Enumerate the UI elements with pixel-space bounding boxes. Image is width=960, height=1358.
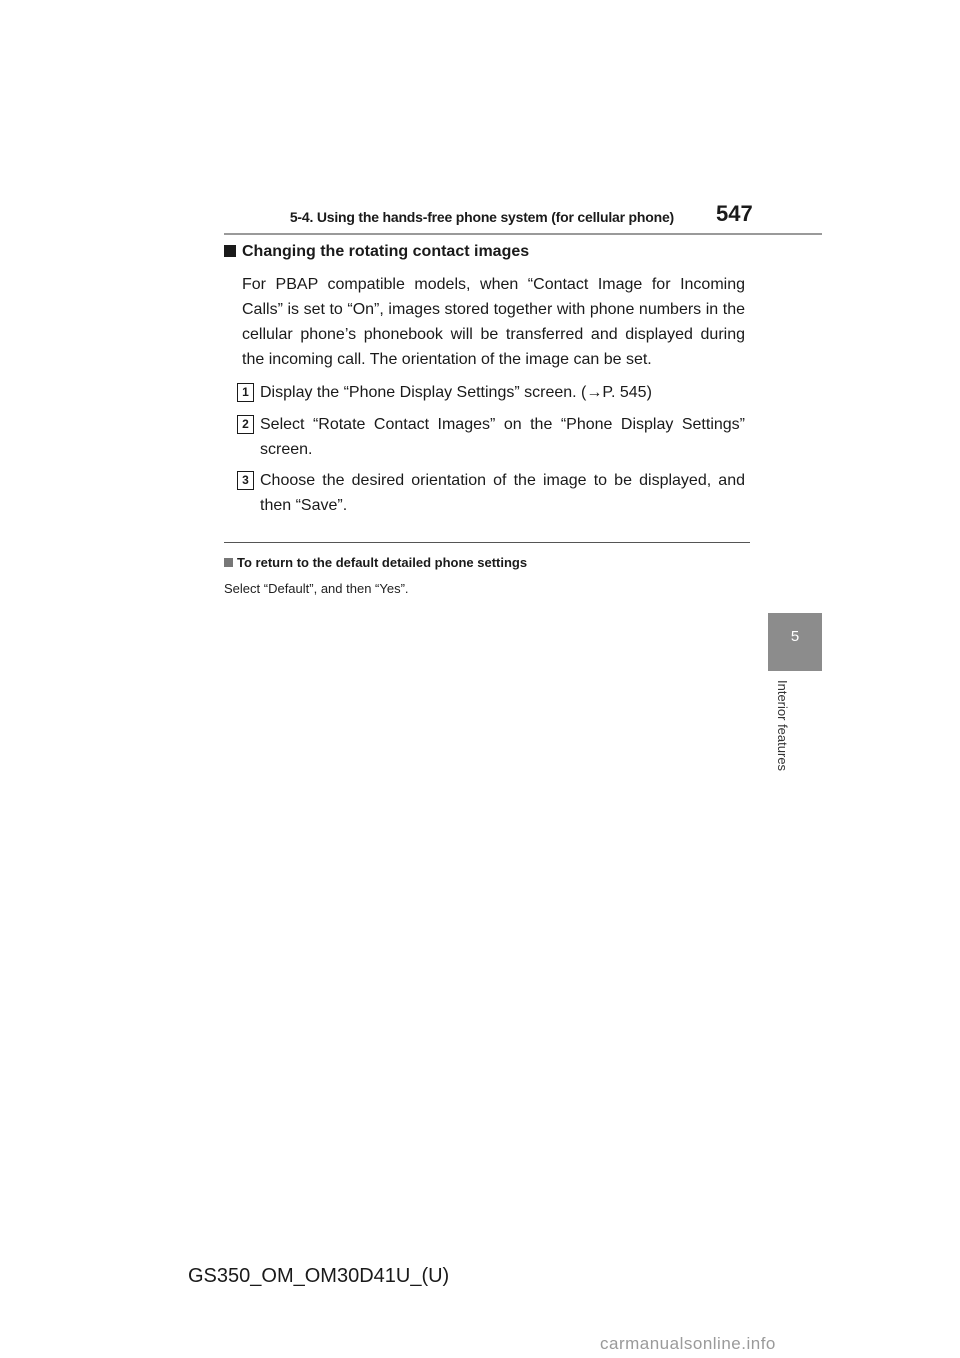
step-text: Choose the desired orientation of the image to be displayed, and then “Save”.	[260, 472, 745, 514]
step-text: Select “Rotate Contact Images” on the “Phone Display Settings” screen.	[260, 416, 745, 458]
header-title: 5-4. Using the hands-free phone system (for cellular phone)	[289, 209, 674, 225]
step-number-badge: 3	[237, 471, 254, 490]
section-heading-text: Changing the rotating contact images	[242, 243, 530, 260]
watermark: carmanualsonline.info	[600, 1334, 776, 1353]
square-bullet-icon	[224, 245, 236, 257]
section-paragraph: For PBAP compatible models, when “Contact Image for Incoming Calls” is set to “On”, images stored together with phone numbers in the cellular phone’s phonebook will be transferred and displayed during the incoming call. The orientation of the image can be set.	[242, 276, 745, 368]
step-text: Display the “Phone Display Settings” screen. (→P. 545)	[260, 384, 652, 401]
step-1	[242, 380, 745, 405]
square-bullet-icon	[224, 558, 233, 567]
section-heading	[224, 243, 529, 261]
step-number-badge: 1	[237, 383, 254, 402]
step-number-badge: 2	[237, 415, 254, 434]
note-divider	[224, 542, 750, 543]
note-heading-text: To return to the default detailed phone settings	[237, 555, 528, 570]
chapter-tab	[768, 613, 822, 671]
step-3	[242, 468, 745, 518]
chapter-label: Interior features	[775, 680, 790, 772]
step-2	[242, 412, 745, 462]
manual-code: GS350_OM_OM30D41U_(U)	[188, 1265, 450, 1287]
page-number: 547	[716, 201, 753, 226]
note-body: Select “Default”, and then “Yes”.	[224, 581, 409, 596]
chapter-tab-number: 5	[790, 628, 800, 645]
note-heading	[224, 555, 527, 570]
header-rule	[224, 233, 822, 235]
